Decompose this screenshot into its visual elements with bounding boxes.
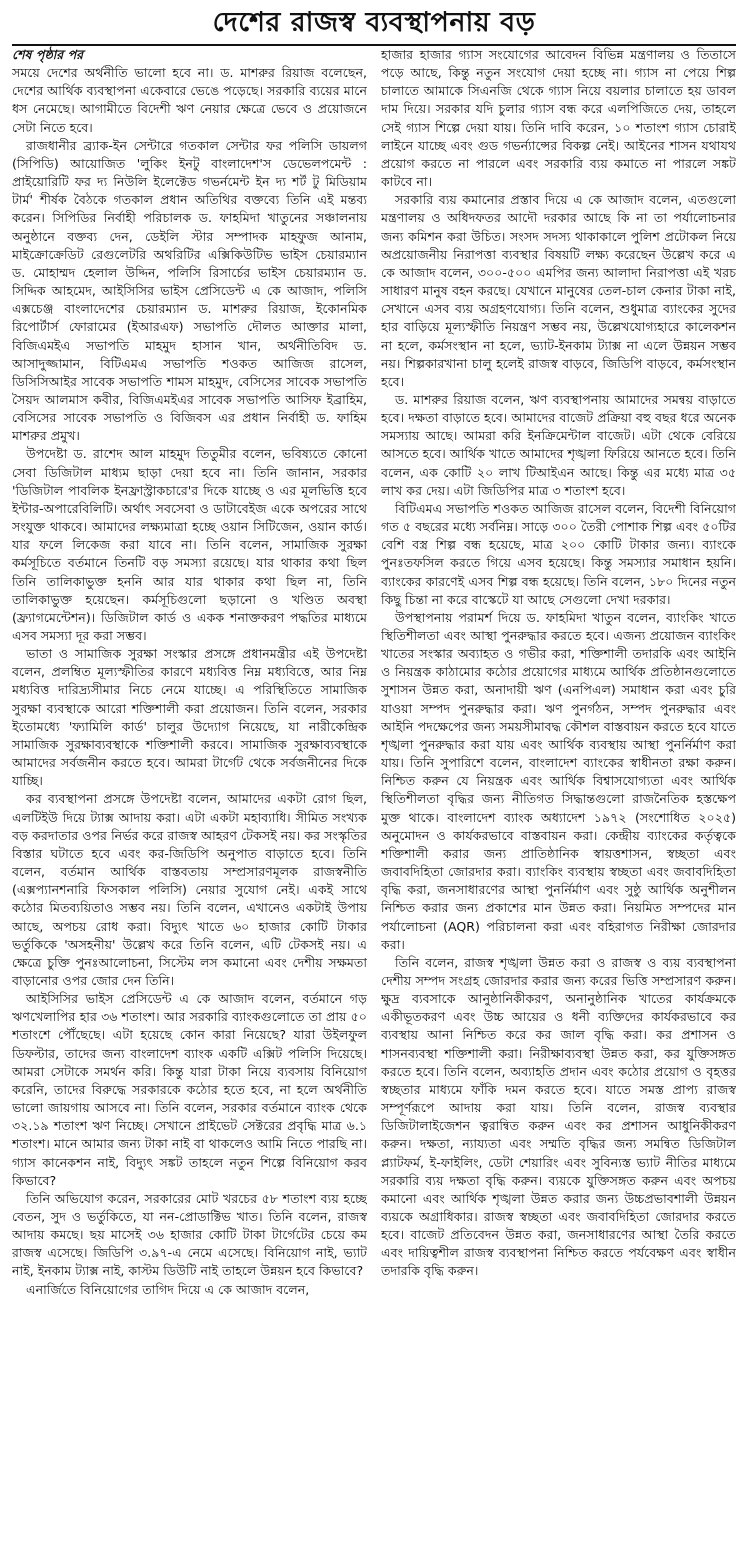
- article-paragraph: রাজধানীর ব্র্যাক-ইন সেন্টারে গতকাল সেন্টার ফর পলিসি ডায়লগ (সিপিডি) আয়োজিত 'লুকিং ইনটু বাংলাদেশ'স ডেভেলপমেন্ট : প্রাইয়োরিটি ফর দ্য নিউলি ইলেক্টেড গভর্নমেন্ট ইন দ্য শর্ট টু মিডিয়াম টার্ম' শীর্ষক বৈঠকে গতকাল প্রধান অতিথির বক্তব্যে তিনি এই মন্তব্য করেন। সিপিডির নির্বাহী পরিচালক ড. ফাহমিদা খাতুনের সঞ্চালনায় অনুষ্ঠানে বক্তব্য দেন, ডেইলি স্টার সম্পাদক মাহফুজ আনাম, মাইক্রোক্রেডিট রেগুলেটরি অথরিটির এক্সিকিউটিভ ভাইস চেয়ারম্যান ড. মোহাম্মদ হেলাল উদ্দিন, পলিসি রিসার্চের ভাইস চেয়ারম্যান ড. সিদ্দিক আহমেদ, আইসিসির ভাইস প্রেসিডেন্ট এ কে আজাদ, পলিসি এক্সচেঞ্জ বাংলাদেশের চেয়ারম্যান ড. মাশরুর রিয়াজ, ইকোনমিক রিপোর্টার্স ফোরামের (ইআরএফ) সভাপতি দৌলত আক্তার মালা, বিজিএমইএ সভাপতি মাহমুদ হাসান খান, অর্থনীতিবিদ ড. আসাদুজ্জামান, বিটিএমএ সভাপতি শওকত আজিজ রাসেল, ডিসিসিআইর সাবেক সভাপতি শামস মাহমুদ, বেসিসের সাবেক সভাপতি সৈয়দ আলমাস কবীর, বিজিএমইএর সাবেক সভাপতি আসিফ ইব্রাহিম, বেসিসের সাবেক সভাপতি ও বিজিবস এর প্রধান নির্বাহী ড. ফাহিম মাশরুর প্রমুখ।: [12, 137, 367, 444]
- article-paragraph: ভাতা ও সামাজিক সুরক্ষা সংস্কার প্রসঙ্গে প্রধানমন্ত্রীর এই উপদেষ্টা বলেন, প্রলম্বিত মূল্যস্ফীতির কারণে মধ্যবিত্ত নিম্ন মধ্যবিত্তে, আর নিম্ন মধ্যবিত্ত দারিদ্র্যসীমার নিচে নেমে যাচ্ছে। এ পরিস্থিতিতে সামাজিক সুরক্ষা ব্যবস্থাকে আরো শক্তিশালী করা প্রয়োজন। তিনি বলেন, সরকার ইতোমধ্যে 'ফ্যামিলি কার্ড' চালুর উদ্যোগ নিয়েছে, যা নারীকেন্দ্রিক সামাজিক সুরক্ষাব্যবস্থাকে শক্তিশালী করবে। সামাজিক সুরক্ষাব্যবস্থাকে আমাদের সর্বজনীন করতে হবে। আমরা টার্গেট থেকে সর্বজনীনের দিকে যাচ্ছি।: [12, 646, 367, 789]
- right-column: [381, 46, 736, 1540]
- article-paragraph: উপদেষ্টা ড. রাশেদ আল মাহমুদ তিতুমীর বলেন, ভবিষ্যতে কোনো সেবা ডিজিটাল মাধ্যম ছাড়া দেয়া হবে না। তিনি জানান, সরকার 'ডিজিটাল পাবলিক ইনফ্রাস্ট্রাকচারে'র দিকে যাচ্ছে ও এর মূলভিত্তি হবে ইন্টার-অপারেবিলিটি। অর্থাৎ সবসেবা ও ডাটাবেইজ একে অপরের সাথে সংযুক্ত থাকবে। আমাদের লক্ষ্যমাত্রা হচ্ছে ওয়ান সিটিজেন, ওয়ান কার্ড। যার ফলে লিকেজ করা যাবে না। তিনি বলেন, সামাজিক সুরক্ষা কর্মসূচিতে বর্তমানে তিনটি বড় সমস্যা রয়েছে। যার থাকার কথা ছিল তিনি তালিকাভুক্ত হননি আর যার থাকার কথা ছিল না, তিনি তালিকাভুক্ত হয়েছেন। কর্মসূচিগুলো ছড়ানো ও খণ্ডিত অবস্থা (ফ্র্যাগমেন্টেশন)। ডিজিটাল কার্ড ও একক শনাক্তকরণ পদ্ধতির মাধ্যমে এসব সমস্যা দূর করা সম্ভব।: [12, 446, 367, 643]
- article-paragraph: সরকারি ব্যয় কমানোর প্রস্তাব দিয়ে এ কে আজাদ বলেন, এতগুলো মন্ত্রণালয় ও অধিদফতর আদৌ দরকার আছে কি না তা পর্যালোচনার জন্য কমিশন করা উচিত। সংসদ সদস্য থাকাকালে পুলিশ প্রটোকল নিয়ে অপ্রয়োজনীয় নিরাপত্তা ব্যবস্থার বিষয়টি লক্ষ্য করেছেন উল্লেখ করে এ কে আজাদ বলেন, ৩০০-৫০০ এমপির জন্য আলাদা নিরাপত্তা এই খরচ সাধারণ মানুষ বহন করছে। যেখানে মানুষের তেল-চাল কেনার টাকা নাই, সেখানে এসব ব্যয় অগ্রহণযোগ্য। তিনি বলেন, শুধুমাত্র ব্যাংকের সুদের হার বাড়িয়ে মূল্যস্ফীতি নিয়ন্ত্রণ সম্ভব নয়, উল্লেখযোগ্যহারে কালেকশন না হলে, কর্মসংস্থান না হলে, ভ্যাট-ইনকাম ট্যাক্স না এলে উন্নয়ন সম্ভব নয়। শিল্পকারখানা চালু হলেই রাজস্ব বাড়বে, জিডিপি বাড়বে, কর্মসংস্থান হবে।: [381, 192, 736, 389]
- article-body: [12, 46, 736, 1540]
- article-paragraph: বিটিএমএ সভাপতি শওকত আজিজ রাসেল বলেন, বিদেশী বিনিয়োগ গত ৫ বছরের মধ্যে সর্বনিম্ন। সাড়ে ৩০০ তৈরী পোশাক শিল্প এবং ৫০টির বেশি বস্ত্র শিল্প বন্ধ হয়েছে, মাত্র ২০০ কোটি টাকার জন্য। ব্যাংকে পুনঃতফসিল করতে গিয়ে এসব হয়েছে। কিন্তু সমস্যার সমাধান হয়নি। ব্যাংকের কারণেই এসব শিল্প বন্ধ হয়েছে। তিনি বলেন, ১৮০ দিনের নতুন কিছু চিন্তা না করে বাস্কেটে যা আছে সেগুলো দেখা দরকার।: [381, 500, 736, 607]
- article-paragraph: হাজার হাজার গ্যাস সংযোগের আবেদন বিভিন্ন মন্ত্রণালয় ও তিতাসে পড়ে আছে, কিন্তু নতুন সংযোগ দেয়া হচ্ছে না। গ্যাস না পেয়ে শিল্প চালাতে আমাকে সিএনজি থেকে গ্যাস নিয়ে বয়লার চালাতে হয় ডাবল দাম দিয়ে। সরকার যদি চুলার গ্যাস বন্ধ করে এলপিজিতে দেয়, তাহলে সেই গ্যাস শিল্পে দেয়া যায়। তিনি দাবি করেন, ১০ শতাংশ গ্যাস চোরাই লাইনে যাচ্ছে এবং গুড গভর্ন্যান্সের বিকল্প নেই। আইনের শাসন যথাযথ প্রয়োগ করতে না পারলে এবং সরকারি ব্যয় কমাতে না পারলে সঙ্কট কাটবে না।: [381, 47, 736, 190]
- article-paragraph: তিনি অভিযোগ করেন, সরকারের মোট খরচের ৫৮ শতাংশ ব্যয় হচ্ছে বেতন, সুদ ও ভর্তুকিতে, যা নন-প্রোডাক্টিভ খাত। তিনি বলেন, রাজস্ব আদায় কমছে। ছয় মাসেই ৩৬ হাজার কোটি টাকা টার্গেটের চেয়ে কম রাজস্ব এসেছে। জিডিপি ৩.৯৭-এ নেমে এসেছে। বিনিয়োগ নাই, ভ্যাট নাই, ইনকাম ট্যাক্স নাই, কাস্টম ডিউটি নাই তাহলে উন্নয়ন হবে কিভাবে?: [12, 1190, 367, 1279]
- article-paragraph: কর ব্যবস্থাপনা প্রসঙ্গে উপদেষ্টা বলেন, আমাদের একটা রোগ ছিল, এলটিইউ দিয়ে ট্যাক্স আদায় করা। এটা একটা মহাব্যাধি। সীমিত সংখ্যক বড় করদাতার ওপর নির্ভর করে রাজস্ব আহরণ টেকসই নয়। কর সংস্কৃতির বিস্তার ঘটাতে হবে এবং কর-জিডিপি অনুপাত বাড়াতে হবে। তিনি বলেন, বর্তমান আর্থিক বাস্তবতায় সম্প্রসারণমূলক রাজস্বনীতি (এক্সপ্যানশনারি ফিসকাল পলিসি) নেয়ার সুযোগ নেই। একই সাথে কঠোর মিতব্যয়িতাও সম্ভব নয়। তিনি বলেন, এখানেও একটাই উপায় আছে, অপচয় রোধ করা। বিদ্যুৎ খাতে ৬০ হাজার কোটি টাকার ভর্তুকিকে 'অসহনীয়' উল্লেখ করে তিনি বলেন, এটি টেকসই নয়। এ ক্ষেত্রে চুক্তি পুনঃআলোচনা, সিস্টেম লস কমানো এবং দেশীয় সক্ষমতা বাড়ানোর ওপর জোর দেন তিনি।: [12, 791, 367, 988]
- article-paragraph: আইসিসির ভাইস প্রেসিডেন্ট এ কে আজাদ বলেন, বর্তমানে গড় ঋণখেলাপির হার ৩৬ শতাংশ। আর সরকারি ব্যাংকগুলোতে তা প্রায় ৫০ শতাংশে পৌঁছেছে। এটা হয়েছে কোন কারা নিয়েছে? যারা উইলফুল ডিফল্টার, তাদের জন্য বাংলাদেশ ব্যাংক একটি এক্সিট পলিসি দিয়েছে। আমরা সেটাকে সমর্থন করি। কিন্তু যারা টাকা নিয়ে ব্যবসায় বিনিয়োগ করেনি, তাদের বিরুদ্ধে সরকারকে কঠোর হতে হবে, না হলে অর্থনীতি ভালো জায়গায় আসবে না। তিনি বলেন, সরকার বর্তমানে ব্যাংক থেকে ৩২.১৯ শতাংশ ঋণ নিচ্ছে। সেখানে প্রাইভেট সেক্টরের প্রবৃদ্ধি মাত্র ৬.১ শতাংশ। মানে আমার জন্য টাকা নাই বা থাকলেও আমি নিতে পারছি না। গ্যাস কানেকশন নাই, বিদ্যুৎ সঙ্কট তাহলে নতুন শিল্পে বিনিয়োগ করব কিভাবে?: [12, 991, 367, 1188]
- continued-from-label: শেষ পৃষ্ঠার পর: [12, 47, 84, 62]
- headline: দেশের রাজস্ব ব্যবস্থাপনায় বড়: [12, 6, 736, 46]
- left-column: [12, 46, 367, 1540]
- article-paragraph: ড. মাশরুর রিয়াজ বলেন, ঋণ ব্যবস্থাপনায় আমাদের সমন্বয় বাড়াতে হবে। দক্ষতা বাড়াতে হবে। আমাদের বাজেট প্রক্রিয়া বহু বছর ধরে অনেক সমস্যায় আছে। আমরা করি ইনক্রিমেন্টাল বাজেট। এটা থেকে বেরিয়ে আসতে হবে। আর্থিক খাতে আমাদের শৃঙ্খলা ফিরিয়ে আনতে হবে। তিনি বলেন, এক কোটি ২০ লাখ টিআইএন আছে। কিন্তু এর মধ্যে মাত্র ৩৫ লাখ কর দেয়। এটা জিডিপির মাত্র ৩ শতাংশ হবে।: [381, 391, 736, 498]
- article-paragraph: তিনি বলেন, রাজস্ব শৃঙ্খলা উন্নত করা ও রাজস্ব ও ব্যয় ব্যবস্থাপনা দেশীয় সম্পদ সংগ্রহ জোরদার করার জন্য করের ভিত্তি সম্প্রসারণ করুন। ক্ষুদ্র ব্যবসাকে আনুষ্ঠানিকীকরণ, অনানুষ্ঠানিক খাতের কার্যক্রমকে একীভূতকরণ এবং উচ্চ আয়ের ও ধনী ব্যক্তিদের কার্যকরভাবে কর ব্যবস্থায় আনা নিশ্চিত করে কর জাল বৃদ্ধি করা। কর প্রশাসন ও শাসনব্যবস্থা শক্তিশালী করা। নিরীক্ষাব্যবস্থা উন্নত করা, কর যুক্তিসঙ্গত করতে হবে। তিনি বলেন, অব্যাহতি প্রদান এবং কঠোর প্রয়োগ ও বৃহত্তর স্বচ্ছতার মাধ্যমে ফাঁকি দমন করতে হবে। যাতে সমস্ত প্রাপ্য রাজস্ব সম্পূর্ণরূপে আদায় করা যায়। তিনি বলেন, রাজস্ব ব্যবস্থার ডিজিটালাইজেশন ত্বরান্বিত করুন এবং কর প্রশাসন আধুনিকীকরণ করুন। দক্ষতা, ন্যায্যতা এবং সম্মতি বৃদ্ধির জন্য সমন্বিত ডিজিটাল প্ল্যাটফর্ম, ই-ফাইলিং, ডেটা শেয়ারিং এবং সুবিন্যস্ত ভ্যাট নীতির মাধ্যমে সরকারি ব্যয় দক্ষতা বৃদ্ধি করুন। ব্যয়কে যুক্তিসঙ্গত করুন এবং অপচয় কমানো এবং আর্থিক শৃঙ্খলা উন্নত করার জন্য উচ্চপ্রভাবশালী উন্নয়ন ব্যয়কে অগ্রাধিকার। রাজস্ব স্বচ্ছতা এবং জবাবদিহিতা জোরদার করতে হবে। বাজেট প্রতিবেদন উন্নত করা, জনসাধারণের আস্থা তৈরি করতে এবং দায়িত্বশীল রাজস্ব ব্যবস্থাপনা নিশ্চিত করতে পর্যবেক্ষণ এবং স্বাধীন তদারকি বৃদ্ধি করুন।: [381, 954, 736, 1279]
- article-paragraph: উপস্থাপনায় পরামর্শ দিয়ে ড. ফাহমিদা খাতুন বলেন, ব্যাংকিং খাতে স্থিতিশীলতা এবং আস্থা পুনরুদ্ধার করতে হবে। এজন্য প্রয়োজন ব্যাংকিং খাতের সংস্কার অব্যাহত ও গভীর করা, শক্তিশালী তদারকি এবং আইনি ও নিয়ন্ত্রক কাঠামোর কঠোর প্রয়োগের মাধ্যমে আর্থিক প্রতিষ্ঠানগুলোতে সুশাসন উন্নত করা, অনাদায়ী ঋণ (এনপিএল) সমাধান করা এবং চুরি যাওয়া সম্পদ পুনরুদ্ধার করা। ঋণ পুনর্গঠন, সম্পদ পুনরুদ্ধার এবং আইনি পদক্ষেপের জন্য সময়সীমাবদ্ধ কৌশল বাস্তবায়ন করতে হবে যাতে শৃঙ্খলা পুনরুদ্ধার করা যায় এবং আর্থিক ব্যবস্থায় আস্থা পুনর্নির্মাণ করা যায়। তিনি সুপারিশে বলেন, বাংলাদেশ ব্যাংকের স্বাধীনতা রক্ষা করুন। নিশ্চিত করুন যে নিয়ন্ত্রক এবং আর্থিক বিশ্বাসযোগ্যতা এবং আর্থিক স্থিতিশীলতা বৃদ্ধির জন্য নীতিগত সিদ্ধান্তগুলো রাজনৈতিক হস্তক্ষেপ মুক্ত থাকে। বাংলাদেশ ব্যাংক অধ্যাদেশ ১৯৭২ (সংশোধিত ২০২৫) অনুমোদন ও কার্যকরভাবে বাস্তবায়ন করা। কেন্দ্রীয় ব্যাংকের কর্তৃত্বকে শক্তিশালী করার জন্য প্রাতিষ্ঠানিক স্বায়ত্তশাসন, স্বচ্ছতা এবং জবাবদিহিতা জোরদার করা। ব্যাংকিং ব্যবস্থায় স্বচ্ছতা এবং জবাবদিহিতা বৃদ্ধি করা, জনসাধারণের আস্থা পুনর্নির্মাণ এবং সুষ্ঠু আর্থিক অনুশীলন নিশ্চিত করার জন্য প্রকাশের মান উন্নত করা। নিয়মিত সম্পদের মান পর্যালোচনা (AQR) পরিচালনা করা এবং বহিরাগত নিরীক্ষা জোরদার করা।: [381, 609, 736, 952]
- article-paragraph: এনার্জিতে বিনিয়োগের তাগিদ দিয়ে এ কে আজাদ বলেন,: [26, 1281, 310, 1297]
- article-paragraph: সময়ে দেশের অর্থনীতি ভালো হবে না। ড. মাশরুর রিয়াজ বলেছেন, দেশের আর্থিক ব্যবস্থাপনা একেবারে ভেঙে পড়েছে। সরকারি ব্যয়ের মানে ধস নেমেছে। আগামীতে বিদেশী ঋণ নেয়ার ক্ষেত্রে ভেবে ও প্রয়োজনে সেটা নিতে হবে।: [12, 65, 367, 135]
